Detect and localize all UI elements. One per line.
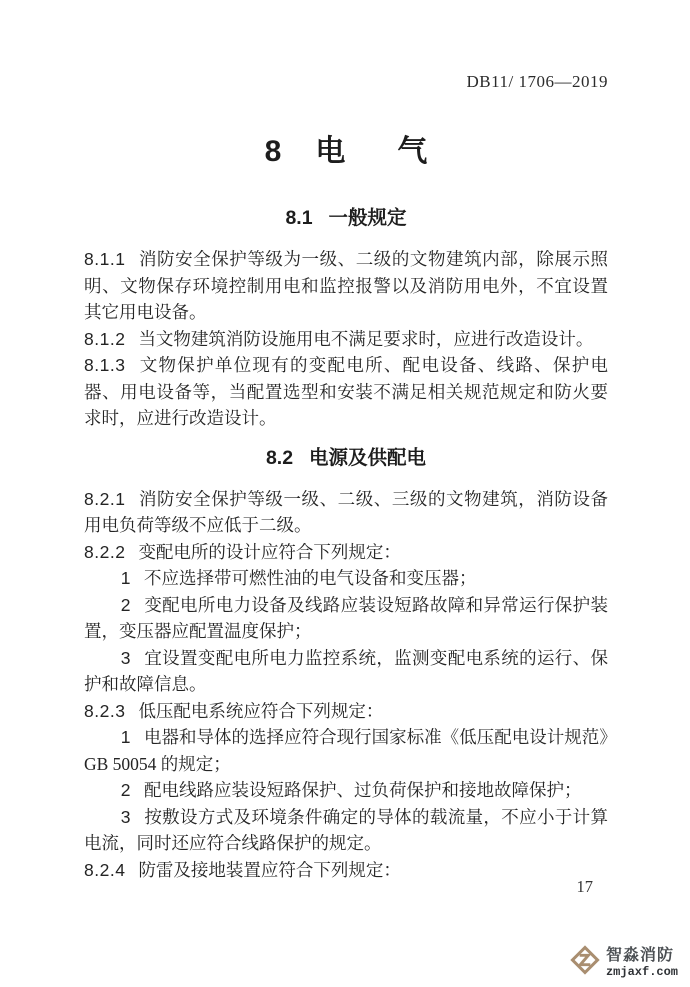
standard-code-header: DB11/ 1706—2019 (466, 72, 608, 91)
section-heading (84, 446, 608, 470)
list-item-paragraph (84, 724, 608, 777)
clause-text: 防雷及接地装置应符合下列规定： (138, 859, 401, 880)
list-item-paragraph (84, 645, 608, 698)
clause-paragraph (84, 698, 608, 725)
clause-label: 8.1.3 (84, 355, 126, 375)
page-number: 17 (576, 877, 593, 896)
clause-paragraph (84, 857, 608, 884)
chapter-heading (84, 134, 608, 170)
zhimiao-logo-icon (569, 944, 601, 981)
clause-label: 8.2.4 (84, 859, 126, 880)
watermark (569, 944, 678, 981)
watermark-brand-name: 智淼消防 (605, 946, 674, 964)
clause-text: 配电线路应装设短路保护、过负荷保护和接地故障保护； (143, 780, 582, 800)
clause-text: 消防安全保护等级一级、二级、三级的文物建筑，消防设备用电负荷等级不应低于二级。 (84, 488, 608, 535)
clause-label: 8.2.2 (84, 541, 126, 562)
list-item-paragraph (84, 804, 608, 857)
section-heading (84, 206, 608, 230)
clause-paragraph (84, 539, 608, 566)
clause-text: 按敷设方式及环境条件确定的导体的载流量，不应小于计算电流，同时还应符合线路保护的规定。 (84, 806, 608, 853)
clause-label: 8.1.2 (84, 328, 126, 349)
clause-text: 电器和导体的选择应符合现行国家标准《低压配电设计规范》GB 50054 的规定； (84, 727, 608, 774)
chapter-title-char: 电 (315, 135, 346, 168)
clause-label: 2 (120, 594, 131, 615)
clause-paragraph (84, 326, 608, 353)
clause-label: 3 (120, 806, 131, 827)
watermark-site-url: zmjaxf.com (605, 964, 678, 979)
section-title: 一般规定 (328, 207, 407, 229)
clause-label: 1 (120, 568, 131, 588)
list-item-paragraph (84, 565, 608, 592)
clause-paragraph (84, 246, 608, 326)
clause-label: 8.2.1 (84, 488, 126, 509)
clause-text: 宜设置变配电所电力监控系统，监测变配电系统的运行、保护和故障信息。 (84, 647, 608, 694)
section-number: 8.2 (265, 446, 294, 469)
clause-text: 变配电所的设计应符合下列规定： (138, 541, 401, 562)
clause-paragraph (84, 352, 608, 432)
clause-label: 3 (120, 647, 131, 668)
chapter-number: 8 (264, 135, 282, 168)
watermark-text (606, 948, 678, 978)
clause-paragraph (84, 486, 608, 539)
list-item-paragraph (84, 777, 608, 804)
clause-text: 当文物建筑消防设施用电不满足要求时，应进行改造设计。 (138, 328, 594, 349)
clause-text: 消防安全保护等级为一级、二级的文物建筑内部，除展示照明、文物保存环境控制用电和监控报警以及消防用电外，不宜设置其它用电设备。 (84, 249, 608, 322)
chapter-title-char: 气 (397, 135, 428, 168)
clause-label: 2 (120, 780, 131, 800)
clause-text: 不应选择带可燃性油的电气设备和变压器； (143, 568, 477, 588)
document-blocks (84, 134, 608, 883)
list-item-paragraph (84, 592, 608, 645)
clause-text: 变配电所电力设备及线路应装设短路故障和异常运行保护装置，变压器应配置温度保护； (84, 594, 608, 641)
clause-label: 8.2.3 (84, 700, 126, 721)
section-number: 8.1 (285, 207, 313, 229)
clause-label: 1 (120, 727, 131, 747)
clause-text: 低压配电系统应符合下列规定： (138, 700, 384, 721)
clause-label: 8.1.1 (84, 249, 126, 269)
section-title: 电源及供配电 (309, 446, 427, 469)
clause-text: 文物保护单位现有的变配电所、配电设备、线路、保护电器、用电设备等，当配置选型和安装不满足相关规范规定和防火要求时，应进行改造设计。 (84, 355, 608, 428)
